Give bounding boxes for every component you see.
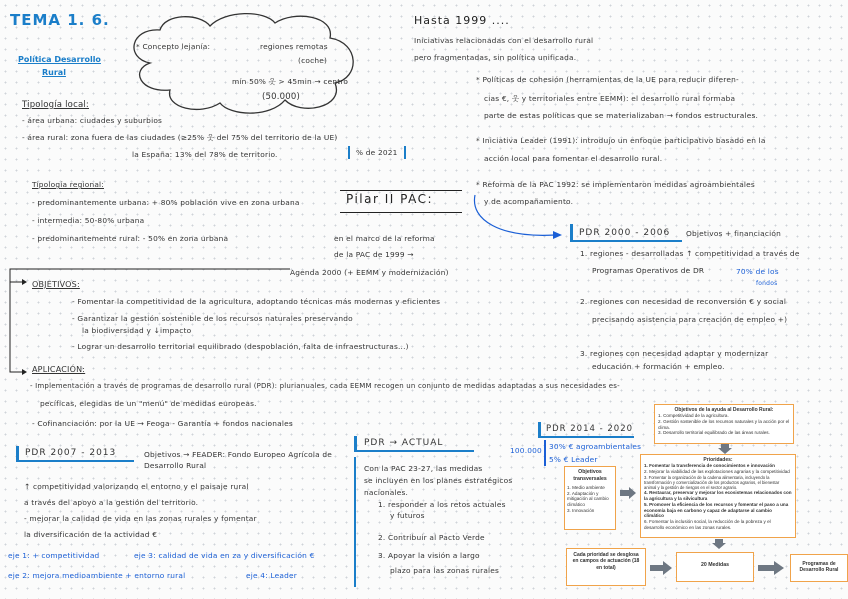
- transversales-item: 1. Medio ambiente: [567, 485, 605, 490]
- right-arrow-icon: [758, 561, 784, 575]
- pdr-actual-line: nacionales.: [364, 488, 409, 497]
- tipologia-local-rural: - área rural: zona fuera de las ciudades (≥25% 옷 del 75% del territorio de la UE): [22, 133, 338, 142]
- hasta-reforma-2: y de acompañamiento.: [484, 197, 574, 206]
- down-arrow-icon: [718, 444, 732, 454]
- prioridades-item: 5. Promover la eficiencia de los recursos y fomentar el paso a una economía baja en carbono y capaz de adaptarse al cambio climático: [644, 501, 789, 519]
- prioridades-item: 2. Mejorar la viabilidad de las explotaciones agrarias y la competitividad: [644, 468, 790, 474]
- prioridades-item: 1. Fomentar la transferencia de conocimientos e innovación: [644, 463, 775, 469]
- hasta-cohesion-1: * Políticas de cohesión (herramientas de la UE para reducir diferen-: [476, 75, 739, 84]
- pilar-line1: en el marco de la reforma: [334, 234, 435, 243]
- hasta-line1: Iniciativas relacionadas con el desarrollo rural: [414, 36, 594, 45]
- pdr-actual-line: y futuros: [390, 511, 425, 520]
- objetivos-ayuda-title: Objetivos de la ayuda al Desarrollo Rural:: [674, 407, 774, 413]
- pdr-2014-underline: [538, 436, 634, 438]
- pdr-2007-line: a través del apoyo a la gestión del territorio.: [24, 498, 199, 507]
- right-arrow-icon: [620, 487, 636, 499]
- pdr-actual-line: se incluyen en los planes estratégicos: [364, 476, 513, 485]
- pdr-2007-title: PDR 2007 - 2013: [25, 448, 117, 458]
- cloud-concepto: * Concepto lejanía:: [136, 42, 211, 51]
- pilar-line2: de la PAC de 1999 →: [334, 250, 414, 259]
- objetivos-ayuda-box: [654, 404, 794, 444]
- hasta-cohesion-2: cias €, 옷 y territoriales entre EEMM): el desarrollo rural formaba: [484, 94, 736, 103]
- pilar-title: Pilar II PAC:: [346, 192, 434, 206]
- pdr-2014-title: PDR 2014 - 2020: [546, 424, 634, 434]
- objetivos-ayuda-item: 3. Desarrollo territorial equilibrado de las áreas rurales.: [658, 430, 770, 436]
- objetivos-heading: OBJETIVOS:: [32, 280, 80, 289]
- aplicacion-line1: - Implementación a través de programas de desarrollo rural (PDR): plurianuales, cada EEMM recogen un conjunto de medidas adaptadas a sus necesidades es-: [30, 382, 620, 390]
- pdr-actual-side-line: [354, 457, 356, 587]
- pdr-2000-item3-l2: educación + formación + empleo.: [592, 362, 725, 371]
- pdr-2000-item1-l2: Programas Operativos de DR: [592, 266, 705, 275]
- pdr-actual-line: 1. responder a los retos actuales: [378, 500, 506, 509]
- prioridades-item: 6. Fomentar la inclusión social, la reducción de la pobreza y el desarrollo económico en las zonas rurales.: [644, 519, 771, 530]
- hasta-leader-2: acción local para fomentar el desarrollo rural.: [484, 154, 663, 163]
- pdr-actual-line: 3. Apoyar la visión a largo: [378, 551, 480, 560]
- hasta-title: Hasta 1999 ....: [414, 14, 510, 27]
- pilar-overline: [340, 190, 462, 191]
- aplicacion-line3: - Cofinanciación: por la UE → Feoga - Garantía + fondos nacionales: [32, 419, 293, 428]
- eje-4: eje 4: Leader: [246, 571, 297, 580]
- aplicacion-heading: APLICACIÓN:: [32, 365, 86, 374]
- eje-3: eje 3: calidad de vida en za y diversificación €: [134, 551, 315, 560]
- objetivos-ayuda-item: 2. Gestión sostenible de los recursos naturales y la acción por el clima.: [658, 418, 790, 430]
- tipologia-regional-item: - predominantemente urbana: + 80% población vive en zona urbana: [32, 198, 300, 207]
- pdr-2007-underline: [16, 460, 134, 462]
- tipologia-regional-item: - predominantemente rural: - 50% en zona urbana: [32, 234, 229, 243]
- pdr-2000-item2-l2: precisando asistencia para creación de empleo +): [592, 315, 788, 324]
- objetivos-item: - Fomentar la competitividad de la agricultura, adoptando técnicas más modernas y eficientes: [72, 297, 441, 306]
- eje-2: eje 2: mejora medioambiente + entorno rural: [8, 571, 186, 580]
- year-box: % de 2021: [348, 146, 406, 159]
- pdr-2000-title: PDR 2000 - 2006: [579, 228, 671, 238]
- page-title: TEMA 1. 6.: [10, 11, 110, 29]
- pdr-2014-bracket: [544, 440, 546, 466]
- objetivos-item: - Garantizar la gestión sostenible de los recursos naturales preservando: [72, 314, 353, 323]
- transversales-item: 3. Innovación: [567, 507, 595, 513]
- hasta-line2: pero fragmentadas, sin política unificada.: [414, 53, 577, 62]
- prioridades-box: [640, 454, 796, 538]
- pdr-2000-underline: [570, 240, 682, 242]
- agenda-2000: Agenda 2000 (+ EEMM y modernización): [290, 268, 449, 277]
- objetivos-item: la biodiversidad y ↓impacto: [82, 326, 192, 335]
- pdr-2007-line: la diversificación de la actividad €: [24, 530, 158, 539]
- prioridades-item: 3. Fomentar la organización de la cadena alimentaria, incluyendo la transformación y comercialización de los productos agrarios, el bienestar animal y la gestión de riesgos en el sector agrario.: [644, 474, 780, 491]
- tipologia-local-heading: Tipología local:: [22, 100, 89, 110]
- transversales-box: [564, 466, 616, 530]
- cloud-line: mín 50% 옷 > 45min → centro: [232, 77, 349, 86]
- pdr-2007-subtitle: Objetivos → FEADER: Fondo Europeo Agrícola de Desarrollo Rural: [144, 450, 332, 470]
- prioridades-item: 4. Restaurar, preservar y mejorar los ecosistemas relacionados con la agricultura y la silvicultura: [644, 490, 792, 502]
- pdr-2000-item1-l1: 1. regiones - desarrolladas ↑ competitividad a través de: [580, 249, 800, 258]
- hasta-reforma-1: * Reforma de la PAC 1992: se implementaron medidas agroambientales: [476, 180, 755, 189]
- pdr-actual-line: 2. Contribuir al Pacto Verde: [378, 533, 485, 542]
- pdr-2000-note1: 70% de los: [736, 267, 779, 276]
- pdr-2014-pct1: 30% € agroambientales: [549, 442, 642, 451]
- hasta-leader-1: * Iniciativa Leader (1991): introdujo un enfoque participativo basado en la: [476, 136, 766, 145]
- right-arrow-icon: [650, 561, 672, 575]
- medidas-box: 20 Medidas: [676, 552, 754, 582]
- hasta-cohesion-3: parte de estas políticas que se materializaban → fondos estructurales.: [484, 111, 759, 120]
- pdr-2000-note2: fondos: [756, 280, 778, 287]
- tipologia-regional-heading: Tipología regional:: [32, 180, 104, 189]
- tipologia-regional-item: - intermedia: 50-80% urbana: [32, 216, 145, 225]
- cloud-shape: [120, 8, 378, 118]
- objetivos-ayuda-item: 1. Competitividad de la agricultura.: [658, 413, 729, 419]
- pdr-2014-money: 100.000: [510, 446, 542, 455]
- cloud-regiones: regiones remotas: [260, 42, 328, 51]
- objetivos-item: - Lograr un desarrollo territorial equilibrado (despoblación, falta de infraestructuras...): [72, 342, 409, 351]
- pdr-2014-pct2: 5% € Leader: [549, 455, 598, 464]
- tipologia-local-espana: la España: 13% del 78% de territorio.: [132, 150, 278, 159]
- pdr-actual-line: Con la PAC 23-27, las medidas: [364, 464, 483, 473]
- pdr-2007-line: - mejorar la calidad de vida en las zonas rurales y fomentar: [24, 514, 257, 523]
- cloud-number: (50.000): [262, 92, 300, 102]
- eje-1: eje 1: + competitividad: [8, 551, 100, 560]
- pdr-actual-underline: [354, 450, 474, 452]
- campos-box: Cada prioridad se desglosa en campos de actuación (18 en total): [566, 548, 646, 586]
- pdr-actual-line: plazo para las zonas rurales: [390, 566, 500, 575]
- pdr-actual-title: PDR → ACTUAL: [364, 438, 444, 448]
- down-arrow-icon: [712, 539, 726, 549]
- tipologia-local-urbana: - área urbana: ciudades y suburbios: [22, 116, 163, 125]
- pdr-2000-item3-l1: 3. regiones con necesidad adaptar y modernizar: [580, 349, 769, 358]
- programas-box: Programas de Desarrollo Rural: [790, 554, 848, 582]
- cloud-coche: (coche): [298, 56, 328, 65]
- pilar-underline: [340, 212, 462, 213]
- pdr-2007-line: ↑ competitividad valorizando el entorno y el paisaje rural: [24, 482, 249, 491]
- transversales-item: 2. Adaptación y mitigación al cambio climático: [567, 490, 609, 508]
- page-subtitle-line1: Política Desarrollo: [18, 55, 101, 64]
- prioridades-title: Prioridades:: [703, 457, 733, 463]
- curve-arrow: [470, 190, 570, 250]
- transversales-title: Objetivos transversales: [573, 469, 607, 482]
- page-subtitle-line2: Rural: [42, 68, 66, 77]
- pdr-2000-item2-l1: 2. regiones con necesidad de reconversión € y social: [580, 297, 787, 306]
- aplicacion-line2: pecíficas, elegidas de un "menú" de medidas europeas.: [40, 399, 257, 408]
- pdr-2000-subtitle: Objetivos + financiación: [686, 229, 782, 238]
